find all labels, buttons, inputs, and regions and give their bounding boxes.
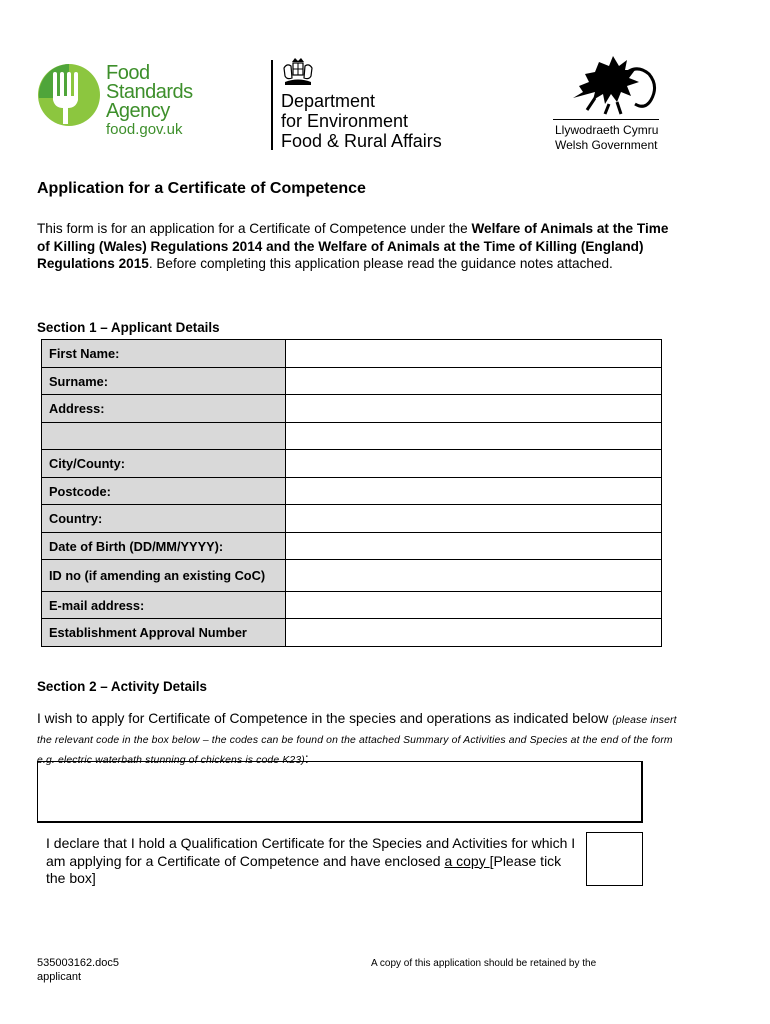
table-row xyxy=(42,533,662,560)
table-row xyxy=(42,450,662,478)
applicant-details-table xyxy=(41,339,662,647)
address-continued-label xyxy=(42,423,286,450)
address-label: Address: xyxy=(42,395,286,423)
defra-divider xyxy=(271,60,273,150)
city-county-label: City/County: xyxy=(42,450,286,478)
welsh-wordmark xyxy=(555,123,658,153)
declaration-copy-link: a copy xyxy=(444,852,490,869)
section1-heading: Section 1 – Applicant Details xyxy=(37,320,220,335)
table-row xyxy=(42,560,662,592)
address-field-line2[interactable] xyxy=(286,423,662,450)
activity-colon: : xyxy=(304,751,309,766)
declaration-text: I declare that I hold a Qualification Certificate for the Species and Activities for which I am applying for a Certificate of Competence and have enclosed xyxy=(46,835,576,869)
activity-code-input[interactable] xyxy=(37,761,643,823)
activity-code-note: (please insert the relevant code in the box below – the codes can be found on the attached Summary of Activities and Species at the end of the form e.g. electric waterbath stunning of chickens is code K23) xyxy=(37,715,677,766)
defra-wordmark xyxy=(281,91,442,151)
fsa-logo xyxy=(36,62,201,142)
fsa-line1: Food xyxy=(106,62,150,84)
welsh-dragon-icon xyxy=(565,52,661,116)
welsh-government-logo xyxy=(551,52,661,157)
table-row xyxy=(42,423,662,450)
intro-paragraph xyxy=(37,220,677,273)
table-row xyxy=(42,592,662,619)
defra-logo xyxy=(271,58,461,150)
fsa-url: food.gov.uk xyxy=(106,121,183,138)
qualification-declaration xyxy=(46,835,581,888)
first-name-label: First Name: xyxy=(42,340,286,368)
doc-reference: 535003162.doc5 xyxy=(37,957,119,969)
defra-line3: Food & Rural Affairs xyxy=(281,131,442,151)
postcode-label: Postcode: xyxy=(42,478,286,505)
fsa-line2: Standards xyxy=(106,81,193,103)
declaration-checkbox[interactable] xyxy=(586,832,643,886)
section2-heading: Section 2 – Activity Details xyxy=(37,679,207,694)
footer-retain-note: A copy of this application should be retained by the xyxy=(371,958,597,969)
surname-field[interactable] xyxy=(286,368,662,395)
intro-text-end: . Before completing this application please read the guidance notes attached. xyxy=(148,256,613,271)
doc-applicant: applicant xyxy=(37,970,82,983)
surname-label: Surname: xyxy=(42,368,286,395)
footer-document-ref xyxy=(37,957,119,984)
email-label: E-mail address: xyxy=(42,592,286,619)
id-number-label: ID no (if amending an existing CoC) xyxy=(42,560,286,592)
form-title: Application for a Certificate of Competence xyxy=(37,180,366,197)
intro-regulations: Welfare of Animals at the Time of Killing (Wales) Regulations 2014 and the Welfare of Animals at the Time of Killing (England) Regulations 2015 xyxy=(37,221,669,271)
date-of-birth-label: Date of Birth (DD/MM/YYYY): xyxy=(42,533,286,560)
welsh-divider xyxy=(553,119,659,120)
table-row xyxy=(42,619,662,647)
id-number-field[interactable] xyxy=(286,560,662,592)
intro-text-start: This form is for an application for a Certificate of Competence under the xyxy=(37,221,472,236)
fsa-fork-icon xyxy=(36,62,104,128)
table-row xyxy=(42,340,662,368)
declaration-tick-instruction: [Please tick the box] xyxy=(46,852,562,886)
table-row xyxy=(42,478,662,505)
table-row xyxy=(42,505,662,533)
welsh-line1: Llywodraeth Cymru xyxy=(555,123,659,137)
table-row xyxy=(42,368,662,395)
country-field[interactable] xyxy=(286,505,662,533)
city-county-field[interactable] xyxy=(286,450,662,478)
country-label: Country: xyxy=(42,505,286,533)
royal-crest-icon xyxy=(281,58,315,88)
fsa-line3: Agency xyxy=(106,100,170,122)
defra-line2: for Environment xyxy=(281,111,409,131)
activity-text: I wish to apply for Certificate of Competence in the species and operations as indicated below xyxy=(37,711,613,726)
first-name-field[interactable] xyxy=(286,340,662,368)
welsh-line2: Welsh Government xyxy=(555,138,658,152)
establishment-approval-label: Establishment Approval Number xyxy=(42,619,286,647)
establishment-approval-field[interactable] xyxy=(286,619,662,647)
address-field-line1[interactable] xyxy=(286,395,662,423)
postcode-field[interactable] xyxy=(286,478,662,505)
defra-line1: Department xyxy=(281,91,376,111)
email-field[interactable] xyxy=(286,592,662,619)
date-of-birth-field[interactable] xyxy=(286,533,662,560)
table-row xyxy=(42,395,662,423)
fsa-wordmark xyxy=(106,64,193,139)
